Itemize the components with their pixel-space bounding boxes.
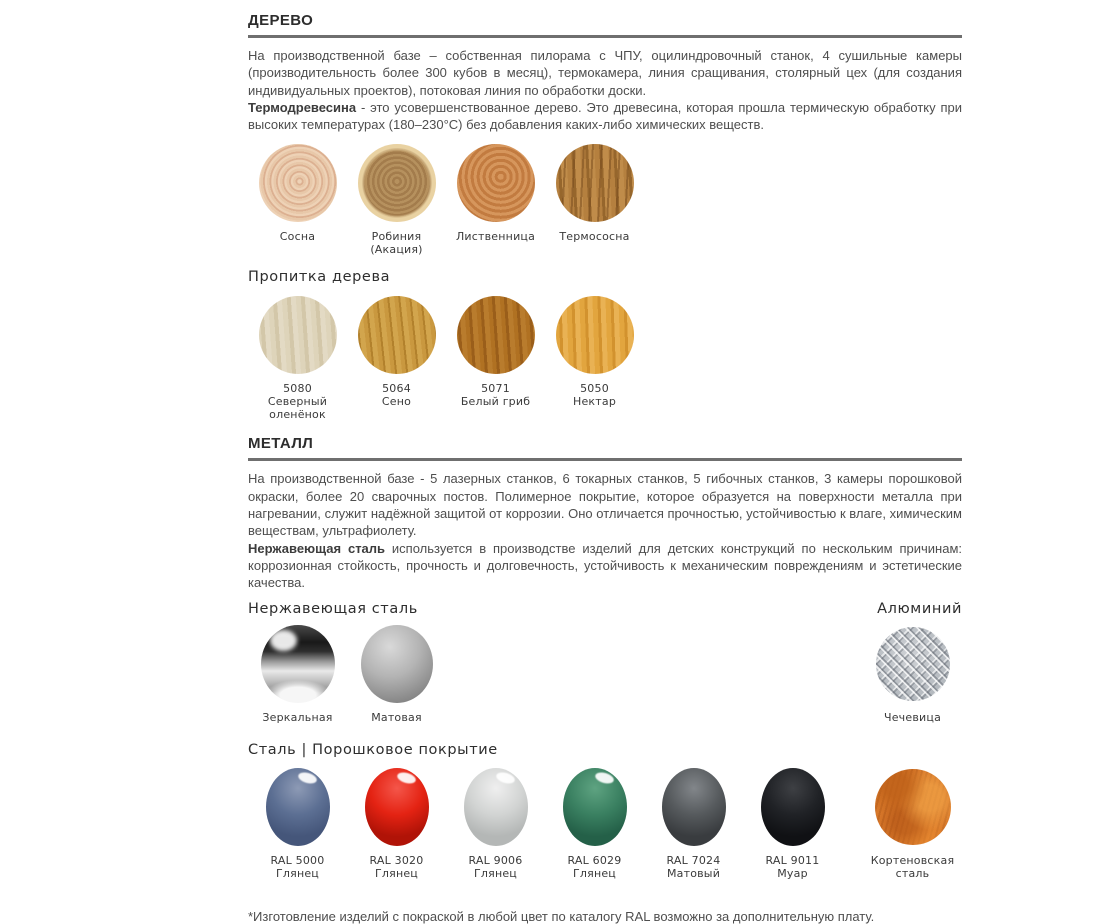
ral-code: RAL 5000	[270, 853, 325, 867]
ral-9011-ball	[761, 768, 825, 846]
stainless-lead: Нержавеющая сталь	[248, 540, 386, 556]
stain-name: Белый гриб	[460, 395, 531, 409]
thermowood-paragraph	[248, 99, 962, 134]
swatch-circle-box	[248, 624, 347, 704]
swatch-circle-box	[248, 143, 347, 223]
ral-code: RAL 9011	[765, 853, 820, 867]
swatch-label: Термососна	[559, 230, 630, 244]
stain-section-title: Пропитка дерева	[248, 269, 391, 286]
diamond-plate-swatch	[876, 627, 950, 701]
ral-5000-ball	[266, 768, 330, 846]
ral-6029-ball	[563, 768, 627, 846]
ral-swatch-9006	[446, 767, 545, 880]
ral-swatch-6029	[545, 767, 644, 880]
stain-swatch-5050	[545, 295, 644, 408]
pine-wood-swatch	[259, 144, 337, 222]
swatch-circle-box	[347, 295, 446, 375]
metal-section-title: МЕТАЛЛ	[248, 435, 962, 461]
stain-swatch-row	[248, 295, 962, 421]
stainless-paragraph	[248, 540, 962, 592]
stain-5071-swatch	[457, 296, 535, 374]
ral-swatch-7024	[644, 767, 743, 880]
swatch-circle-box	[347, 624, 446, 704]
mirror-steel-sphere	[261, 625, 335, 703]
wood-section-title: ДЕРЕВО	[248, 12, 962, 38]
thermowood-lead: Термодревесина	[248, 99, 357, 115]
thermowood-text: - это усовершенствованное дерево. Это древесина, которая прошла термическую обработку при высоких температурах (180–230°С) без добавления каких-либо химических веществ.	[248, 99, 962, 133]
aluminum-title: Алюминий	[877, 600, 962, 617]
wood-species-row	[248, 143, 962, 256]
corten-label-line2: сталь	[895, 866, 930, 880]
powder-coating-row	[248, 767, 962, 880]
stain-name: Нектар	[572, 395, 616, 409]
wood-intro-paragraph: На производственной базе – собственная пилорама с ЧПУ, оцилиндровочный станок, 4 сушильные камеры (производительность более 300 кубов в месяц), термокамера, линия сращивания, столярный цех (для создания индивидуальных проектов), потоковая линия по обработки доски.	[248, 48, 962, 98]
ral-code: RAL 6029	[567, 853, 622, 867]
corten-steel-circle	[875, 769, 951, 845]
ral-code: RAL 3020	[369, 853, 424, 867]
larch-wood-swatch	[457, 144, 535, 222]
ral-code: RAL 9006	[468, 853, 523, 867]
swatch-label: Лиственница	[455, 230, 536, 244]
metal-swatch-row	[248, 624, 962, 724]
swatch-label: Робиния (Акация)	[370, 230, 423, 257]
stainless-swatch-matte	[347, 624, 446, 724]
ral-finish: Матовый	[666, 866, 721, 880]
swatch-label: Зеркальная	[262, 710, 333, 724]
metal-intro-paragraph: На производственной базе - 5 лазерных станков, 6 токарных станков, 5 гибочных станков, 3 камеры порошковой окраски, более 20 сварочных постов. Полимерное покрытие, которое образуется на поверхности металла при нагревании, служит надёжной защитой от коррозии. Оно отличается прочностью, устойчивостью к влаге, химическим веществам, ультрафиолету.	[248, 471, 962, 539]
stainless-steel-title: Нержавеющая сталь	[248, 600, 418, 617]
stain-swatch-5080	[248, 295, 347, 421]
stain-name-line2: оленёнок	[269, 408, 326, 422]
swatch-circle-box	[545, 295, 644, 375]
swatch-circle-box	[446, 295, 545, 375]
stain-code: 5050	[580, 382, 609, 396]
stain-swatch-5071	[446, 295, 545, 408]
stain-code: 5080	[283, 382, 312, 396]
stain-name: Сено	[381, 395, 412, 409]
corten-steel-swatch	[863, 767, 962, 880]
ral-3020-ball	[365, 768, 429, 846]
robinia-wood-swatch	[358, 144, 436, 222]
swatch-circle-box	[446, 767, 545, 847]
stainless-swatches-group	[248, 624, 446, 724]
ral-finish: Глянец	[473, 866, 517, 880]
matte-steel-sphere	[361, 625, 433, 703]
stain-swatch-5064	[347, 295, 446, 408]
swatch-label: Матовая	[371, 710, 422, 724]
swatch-circle-box	[347, 143, 446, 223]
ral-finish: Глянец	[572, 866, 616, 880]
ral-swatch-9011	[743, 767, 842, 880]
ral-finish: Муар	[777, 866, 808, 880]
ral-footnote: *Изготовление изделий с покраской в любой цвет по каталогу RAL возможно за дополнительную плату.	[248, 908, 875, 924]
swatch-circle-box	[863, 624, 962, 704]
corten-label-line1: Кортеновская	[870, 853, 955, 867]
stain-5064-swatch	[358, 296, 436, 374]
wood-swatch-thermopine	[545, 143, 644, 243]
catalog-page	[248, 0, 962, 924]
swatch-circle-box	[545, 767, 644, 847]
powder-coating-title: Сталь | Порошковое покрытие	[248, 741, 498, 758]
swatch-circle-box	[545, 143, 644, 223]
swatch-label: Чечевица	[883, 710, 942, 724]
swatch-circle-box	[248, 767, 347, 847]
stain-name: Северный	[267, 395, 328, 409]
ral-swatch-3020	[347, 767, 446, 880]
ral-9006-ball	[464, 768, 528, 846]
swatch-circle-box	[743, 767, 842, 847]
wood-swatch-pine	[248, 143, 347, 243]
stain-5050-swatch	[556, 296, 634, 374]
stainless-text: используется в производстве изделий для детских конструкций по нескольким причинам: коррозионная стойкость, прочность и долговечность, устойчивость к механическим повреждениям и эстетические качества.	[248, 540, 963, 591]
ral-swatch-5000	[248, 767, 347, 880]
swatch-circle-box	[347, 767, 446, 847]
wood-swatch-larch	[446, 143, 545, 243]
ral-finish: Глянец	[275, 866, 319, 880]
stainless-swatch-mirror	[248, 624, 347, 724]
ral-7024-ball	[662, 768, 726, 846]
swatch-label: Сосна	[279, 230, 316, 244]
swatch-circle-box	[644, 767, 743, 847]
ral-code: RAL 7024	[666, 853, 721, 867]
metal-subheadings-row	[248, 601, 962, 617]
ral-finish: Глянец	[374, 866, 418, 880]
stain-code: 5071	[481, 382, 510, 396]
swatch-circle-box	[248, 295, 347, 375]
swatch-circle-box	[863, 767, 962, 847]
stain-5080-swatch	[259, 296, 337, 374]
wood-swatch-robinia	[347, 143, 446, 256]
stain-code: 5064	[382, 382, 411, 396]
aluminum-swatch-lentil	[863, 624, 962, 724]
swatch-circle-box	[446, 143, 545, 223]
thermopine-wood-swatch	[556, 144, 634, 222]
